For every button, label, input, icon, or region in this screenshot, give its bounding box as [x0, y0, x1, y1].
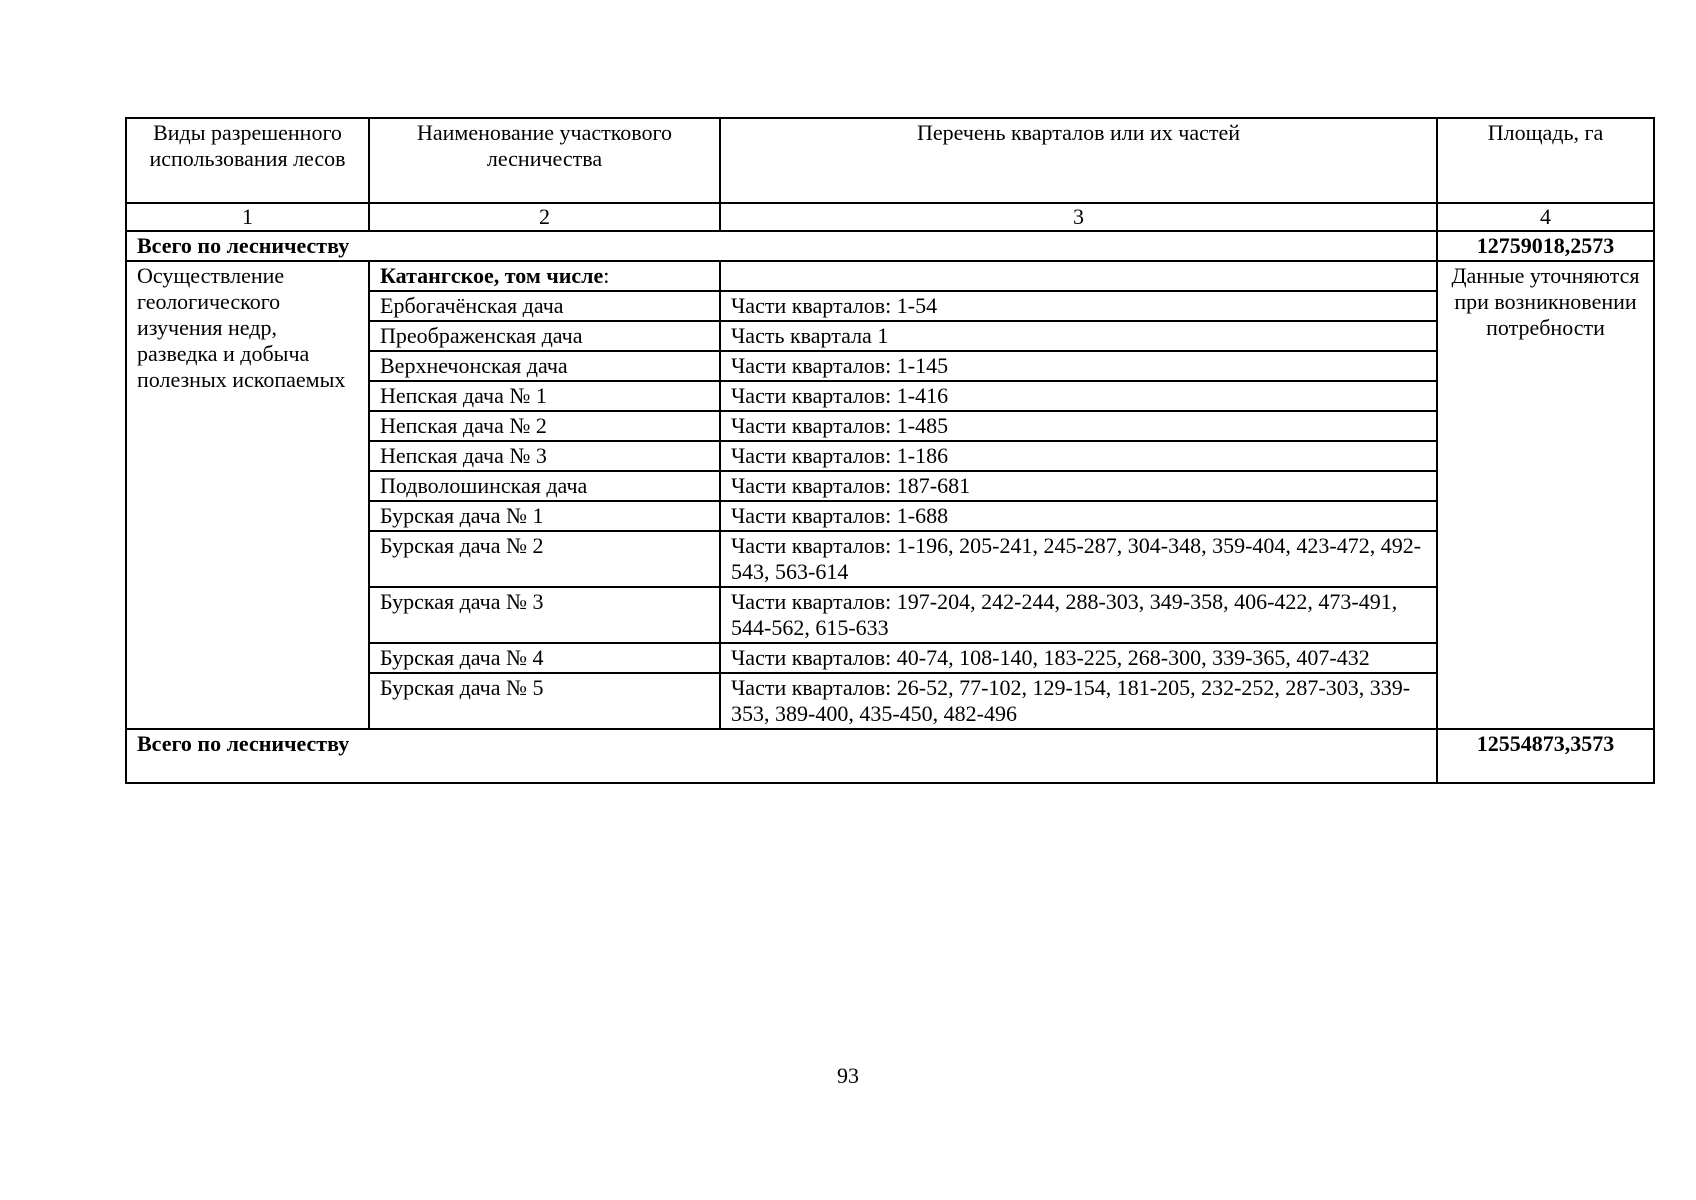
total-label-bottom: Всего по лесничеству — [126, 729, 1437, 783]
total-value-top: 12759018,2573 — [1437, 231, 1654, 261]
quarters-cell: Части кварталов: 1-416 — [720, 381, 1437, 411]
quarters-cell: Части кварталов: 40-74, 108-140, 183-225, 268-300, 339-365, 407-432 — [720, 643, 1437, 673]
forest-use-table — [125, 117, 1655, 784]
area-note-cell: Данные уточняются при возникновении потребности — [1437, 261, 1654, 729]
quarters-cell: Части кварталов: 1-186 — [720, 441, 1437, 471]
forestry-name-cell — [369, 261, 720, 291]
forestry-quarters-cell — [720, 261, 1437, 291]
total-row-top — [126, 231, 1654, 261]
quarters-cell: Части кварталов: 26-52, 77-102, 129-154, 181-205, 232-252, 287-303, 339-353, 389-400, 435-450, 482-496 — [720, 673, 1437, 729]
dacha-name-cell: Преображенская дача — [369, 321, 720, 351]
quarters-cell: Части кварталов: 187-681 — [720, 471, 1437, 501]
dacha-name-cell: Непская дача № 1 — [369, 381, 720, 411]
header-area: Площадь, га — [1437, 118, 1654, 203]
quarters-cell: Части кварталов: 197-204, 242-244, 288-303, 349-358, 406-422, 473-491, 544-562, 615-633 — [720, 587, 1437, 643]
dacha-name-cell: Бурская дача № 4 — [369, 643, 720, 673]
header-use-type: Виды разрешенного использования лесов — [126, 118, 369, 203]
column-number-2: 2 — [369, 203, 720, 231]
quarters-cell: Части кварталов: 1-196, 205-241, 245-287, 304-348, 359-404, 423-472, 492-543, 563-614 — [720, 531, 1437, 587]
forestry-label-suffix: : — [603, 263, 610, 288]
quarters-cell: Части кварталов: 1-485 — [720, 411, 1437, 441]
use-type-cell: Осуществление геологического изучения недр, разведка и добыча полезных ископаемых — [126, 261, 369, 729]
forestry-label: Катангское, том числе — [380, 263, 604, 288]
total-row-bottom — [126, 729, 1654, 783]
total-label-top: Всего по лесничеству — [126, 231, 1437, 261]
quarters-cell: Части кварталов: 1-145 — [720, 351, 1437, 381]
column-number-4: 4 — [1437, 203, 1654, 231]
dacha-name-cell: Бурская дача № 2 — [369, 531, 720, 587]
header-row — [126, 118, 1654, 203]
total-value-bottom: 12554873,3573 — [1437, 729, 1654, 783]
quarters-cell: Части кварталов: 1-54 — [720, 291, 1437, 321]
dacha-name-cell: Непская дача № 3 — [369, 441, 720, 471]
column-number-row — [126, 203, 1654, 231]
forestry-subtotal-row — [126, 261, 1654, 291]
quarters-cell: Часть квартала 1 — [720, 321, 1437, 351]
column-number-1: 1 — [126, 203, 369, 231]
quarters-cell: Части кварталов: 1-688 — [720, 501, 1437, 531]
column-number-3: 3 — [720, 203, 1437, 231]
dacha-name-cell: Ербогачёнская дача — [369, 291, 720, 321]
dacha-name-cell: Бурская дача № 1 — [369, 501, 720, 531]
dacha-name-cell: Бурская дача № 3 — [369, 587, 720, 643]
dacha-name-cell: Верхнечонская дача — [369, 351, 720, 381]
page-number: 93 — [837, 1063, 859, 1088]
dacha-name-cell: Бурская дача № 5 — [369, 673, 720, 729]
header-forestry-name: Наименование участкового лесничества — [369, 118, 720, 203]
header-quarters-list: Перечень кварталов или их частей — [720, 118, 1437, 203]
dacha-name-cell: Непская дача № 2 — [369, 411, 720, 441]
dacha-name-cell: Подволошинская дача — [369, 471, 720, 501]
